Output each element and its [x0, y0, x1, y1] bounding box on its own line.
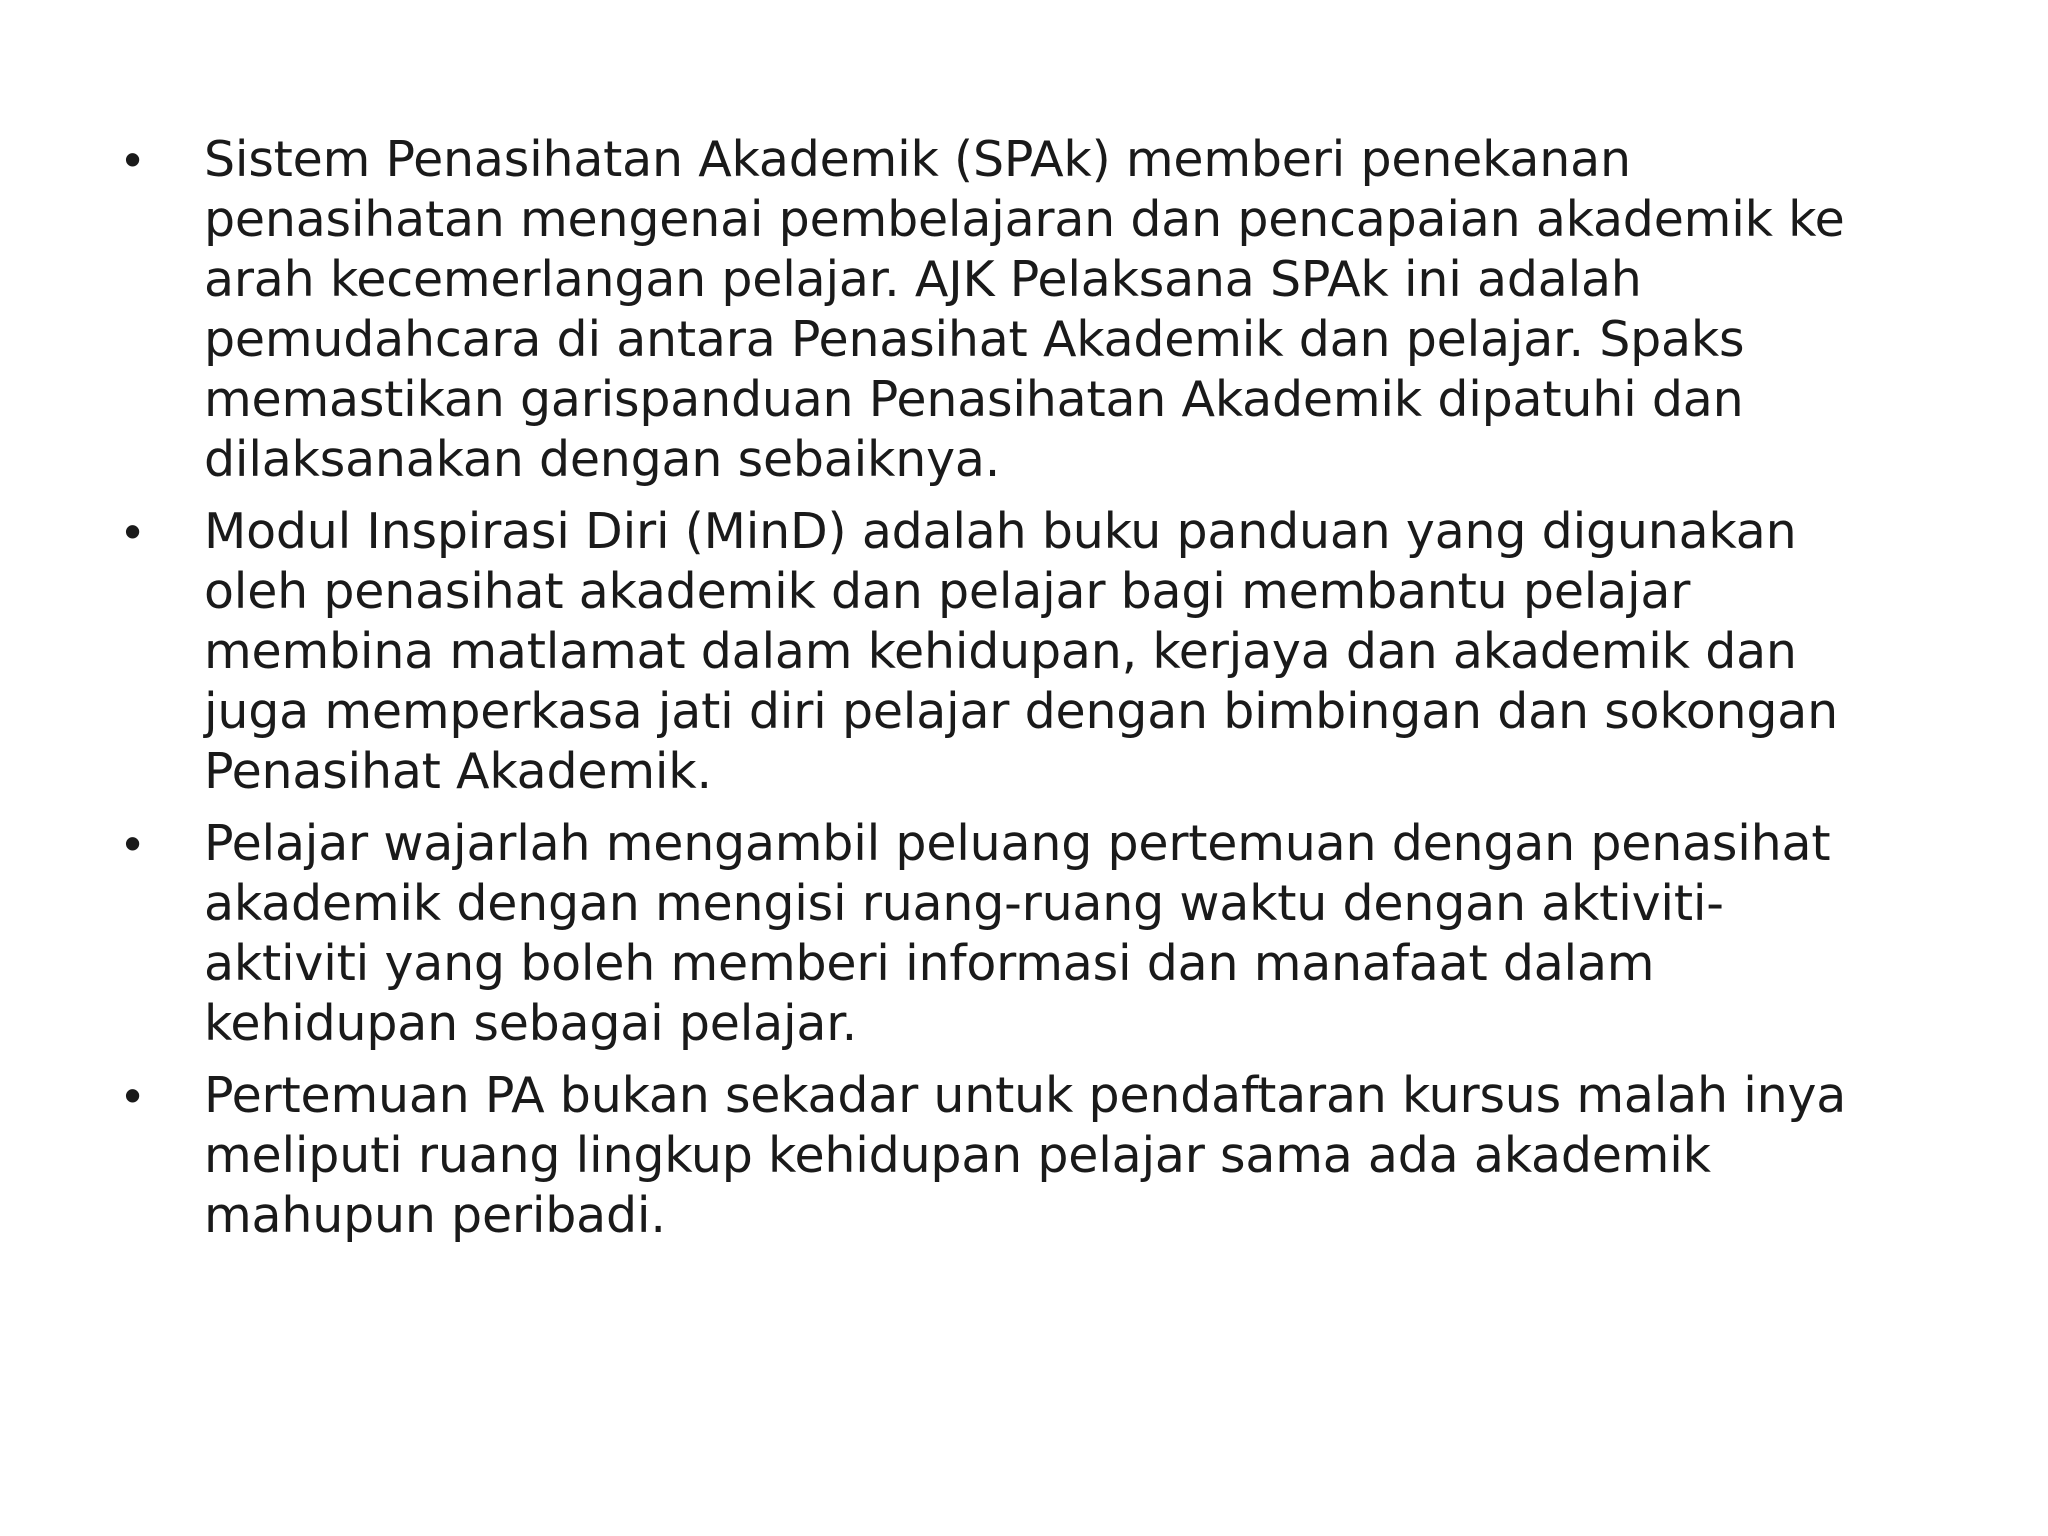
text-line: Penasihat Akademik. — [204, 743, 712, 800]
text-line: kehidupan sebagai pelajar. — [204, 995, 858, 1052]
text-line: memastikan garispanduan Penasihatan Akademik dipatuhi dan — [204, 371, 1744, 428]
text-line: arah kecemerlangan pelajar. AJK Pelaksana SPAk ini adalah — [204, 251, 1642, 308]
bullet-item-mind — [120, 502, 1920, 802]
text-line: dilaksanakan dengan sebaiknya. — [204, 431, 1001, 488]
bullet-icon: • — [124, 1069, 141, 1123]
text-line: Modul Inspirasi Diri (MinD) adalah buku panduan yang digunakan — [204, 503, 1797, 560]
text-line: membina matlamat dalam kehidupan, kerjaya dan akademik dan — [204, 623, 1797, 680]
text-line: aktiviti yang boleh memberi informasi dan manafaat dalam — [204, 935, 1655, 992]
bullet-icon: • — [124, 505, 141, 559]
text-line: Pelajar wajarlah mengambil peluang pertemuan dengan penasihat — [204, 815, 1831, 872]
text-line: meliputi ruang lingkup kehidupan pelajar sama ada akademik — [204, 1127, 1711, 1184]
text-line: mahupun peribadi. — [204, 1187, 666, 1244]
bullet-text — [204, 130, 1920, 490]
text-line: oleh penasihat akademik dan pelajar bagi membantu pelajar — [204, 563, 1691, 620]
bullet-item-spak — [120, 130, 1920, 490]
text-line: pemudahcara di antara Penasihat Akademik dan pelajar. Spaks — [204, 311, 1745, 368]
text-line: Sistem Penasihatan Akademik (SPAk) memberi penekanan — [204, 131, 1631, 188]
bullet-list — [120, 130, 1920, 1258]
bullet-item-pertemuan-peluang — [120, 814, 1920, 1054]
bullet-item-pertemuan-pa — [120, 1066, 1920, 1246]
bullet-icon: • — [124, 133, 141, 187]
text-line: akademik dengan mengisi ruang-ruang waktu dengan aktiviti- — [204, 875, 1724, 932]
bullet-text — [204, 814, 1920, 1054]
text-line: juga memperkasa jati diri pelajar dengan bimbingan dan sokongan — [204, 683, 1838, 740]
text-line: Pertemuan PA bukan sekadar untuk pendaftaran kursus malah inya — [204, 1067, 1847, 1124]
bullet-icon: • — [124, 817, 141, 871]
bullet-text — [204, 1066, 1920, 1246]
text-line: penasihatan mengenai pembelajaran dan pencapaian akademik ke — [204, 191, 1845, 248]
bullet-text — [204, 502, 1920, 802]
